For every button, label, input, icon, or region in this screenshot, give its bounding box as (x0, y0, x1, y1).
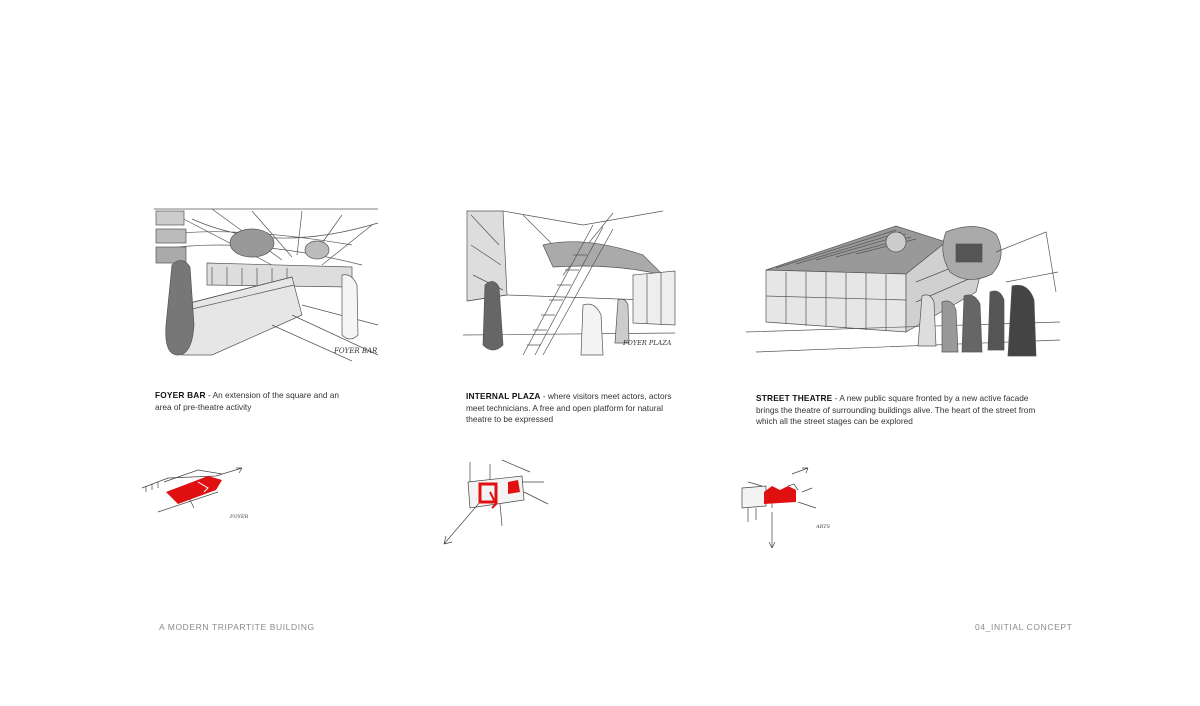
footer-right-label: 04_INITIAL CONCEPT (975, 622, 1073, 632)
internal-plaza-text: - where visitors meet actors, actors meet technicians. A free and open platform for natural theatre to be expressed (466, 391, 672, 424)
foyer-bar-diagram (138, 462, 262, 526)
internal-plaza-sketch (463, 205, 677, 357)
internal-plaza-diagram (440, 452, 568, 550)
foyer-diagram-label: FOYER (230, 514, 249, 520)
street-theatre-diagram (736, 462, 834, 556)
theatre-diagram-label: ARTS (816, 524, 831, 530)
street-theatre-caption (756, 393, 1048, 428)
plaza-red-block (508, 480, 520, 494)
foyer-bar-sketch-label: FOYER BAR (334, 347, 378, 355)
street-theatre-title: STREET THEATRE (756, 393, 833, 403)
foyer-bar-text: - An extension of the square and an area of pre-theatre activity (155, 390, 339, 412)
foyer-bar-caption (155, 390, 345, 413)
internal-plaza-sketch-label: FOYER PLAZA (623, 339, 672, 347)
internal-plaza-caption (466, 391, 680, 426)
foyer-bar-title: FOYER BAR (155, 390, 206, 400)
footer-left-label: A MODERN TRIPARTITE BUILDING (159, 622, 315, 632)
street-theatre-text: - A new public square fronted by a new active facade brings the theatre of surrounding buildings alive. The heart of the street from which all the street stages can be explored (756, 393, 1036, 426)
internal-plaza-title: INTERNAL PLAZA (466, 391, 541, 401)
foyer-bar-sketch (152, 205, 380, 361)
street-theatre-sketch (746, 212, 1060, 358)
theatre-red-roof (764, 486, 796, 504)
